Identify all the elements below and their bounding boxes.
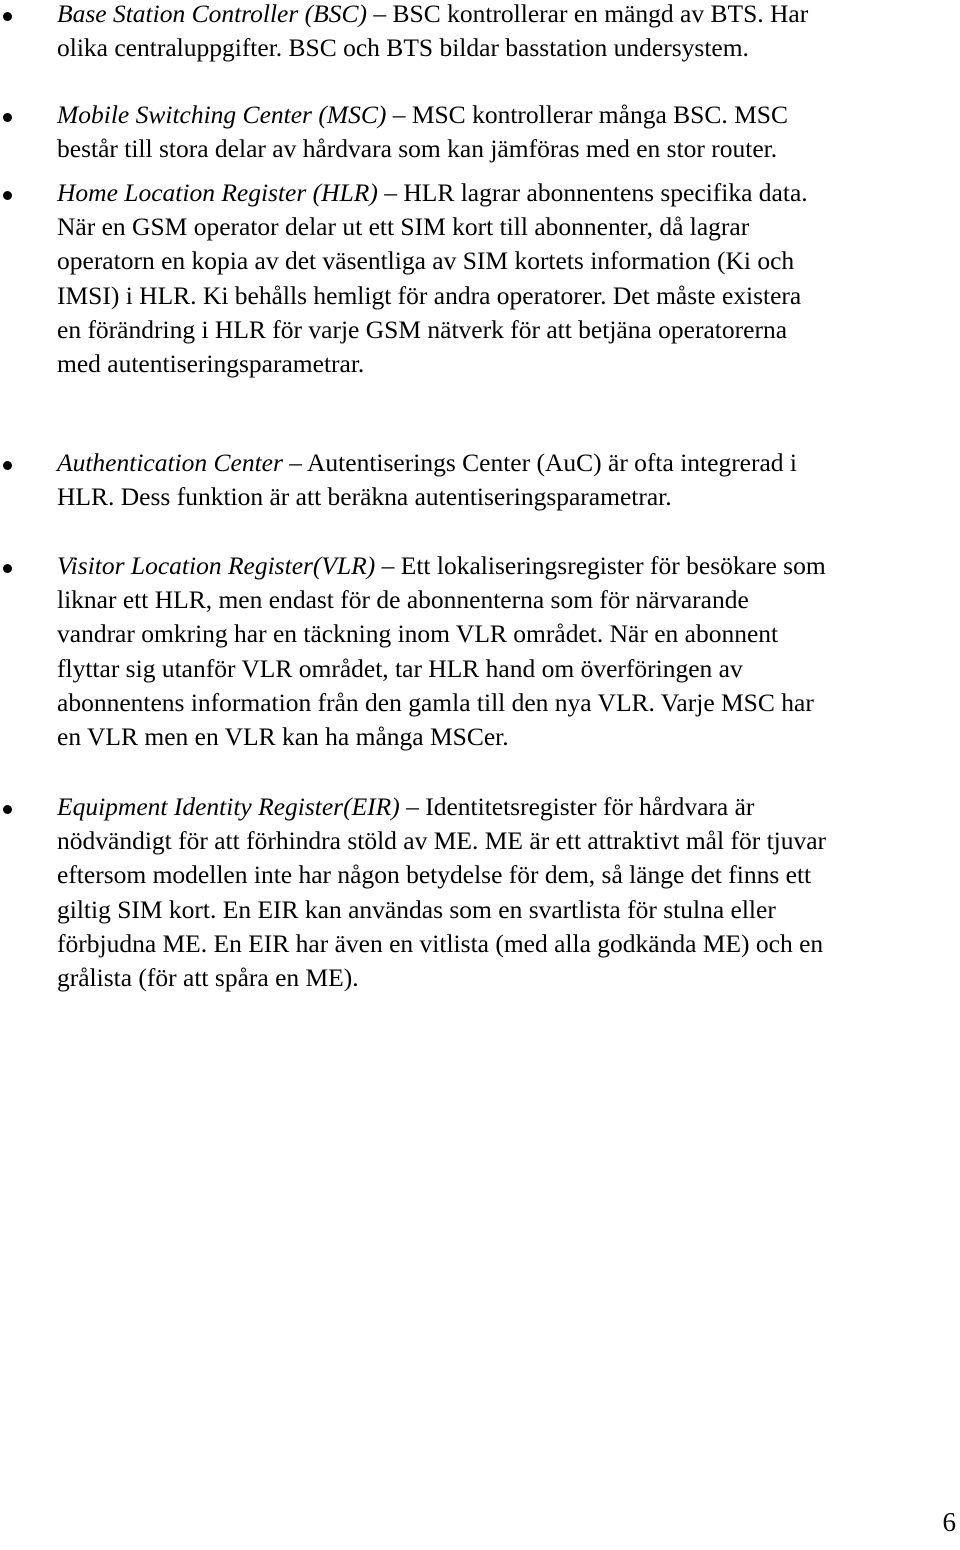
text-line: förbjudna ME. En EIR har även en vitlista (med alla godkända ME) och en bbox=[57, 928, 824, 958]
text-line: – Identitetsregister för hårdvara är bbox=[399, 792, 755, 821]
term-label: Mobile Switching Center (MSC) bbox=[57, 100, 387, 129]
text-line: en VLR men en VLR kan ha många MSCer. bbox=[57, 722, 509, 752]
text-line: flyttar sig utanför VLR området, tar HLR hand om överföringen av bbox=[57, 653, 743, 683]
bullet-icon bbox=[3, 564, 12, 573]
text-line: – MSC kontrollerar många BSC. MSC bbox=[386, 100, 788, 129]
text-line: – Ett lokaliseringsregister för besökare som bbox=[375, 551, 826, 580]
text-line: liknar ett HLR, men endast för de abonnenterna som för närvarande bbox=[57, 585, 749, 615]
text-line: – Autentiserings Center (AuC) är ofta integrerad i bbox=[282, 448, 798, 477]
text-line: IMSI) i HLR. Ki behålls hemligt för andra operatorer. Det måste existera bbox=[57, 280, 802, 310]
term-label: Equipment Identity Register(EIR) bbox=[57, 792, 400, 821]
bullet-icon bbox=[3, 805, 12, 814]
list-item-text bbox=[57, 98, 957, 166]
text-line: – BSC kontrollerar en mängd av BTS. Har bbox=[367, 0, 809, 28]
bullet-icon bbox=[3, 461, 12, 470]
text-line: eftersom modellen inte har någon betydelse för dem, så länge det finns ett bbox=[57, 860, 812, 890]
bullet-icon bbox=[3, 12, 12, 21]
text-line: abonnentens information från den gamla till den nya VLR. Varje MSC har bbox=[57, 687, 814, 717]
text-line: giltig SIM kort. En EIR kan användas som en svartlista för stulna eller bbox=[57, 894, 776, 924]
term-label: Visitor Location Register(VLR) bbox=[57, 551, 376, 580]
text-line: vandrar omkring har en täckning inom VLR området. När en abonnent bbox=[57, 619, 779, 649]
bullet-icon bbox=[3, 113, 12, 122]
term-label: Home Location Register (HLR) bbox=[57, 178, 378, 207]
text-line: består till stora delar av hårdvara som kan jämföras med en stor router. bbox=[57, 134, 778, 164]
text-line: en förändring i HLR för varje GSM nätverk för att betjäna operatorerna bbox=[57, 314, 788, 344]
page-number: 6 bbox=[942, 1507, 956, 1537]
list-item-text bbox=[57, 0, 957, 65]
bullet-icon bbox=[3, 191, 12, 200]
term-label: Base Station Controller (BSC) bbox=[57, 0, 367, 28]
text-line: operatorn en kopia av det väsentliga av SIM kortets information (Ki och bbox=[57, 246, 795, 276]
list-item-text bbox=[57, 176, 957, 381]
text-line: olika centraluppgifter. BSC och BTS bildar basstation undersystem. bbox=[57, 33, 749, 63]
text-line: HLR. Dess funktion är att beräkna autentiseringsparametrar. bbox=[57, 482, 672, 512]
term-label: Authentication Center bbox=[57, 448, 283, 477]
list-item-text bbox=[57, 790, 957, 995]
text-line: med autentiseringsparametrar. bbox=[57, 349, 365, 379]
text-line: – HLR lagrar abonnentens specifika data. bbox=[377, 178, 808, 207]
list-item-text bbox=[57, 446, 957, 514]
text-line: grålista (för att spåra en ME). bbox=[57, 963, 359, 993]
list-item-text bbox=[57, 549, 957, 754]
text-line: När en GSM operator delar ut ett SIM kort till abonnenter, då lagrar bbox=[57, 212, 750, 242]
text-line: nödvändigt för att förhindra stöld av ME. ME är ett attraktivt mål för tjuvar bbox=[57, 826, 827, 856]
